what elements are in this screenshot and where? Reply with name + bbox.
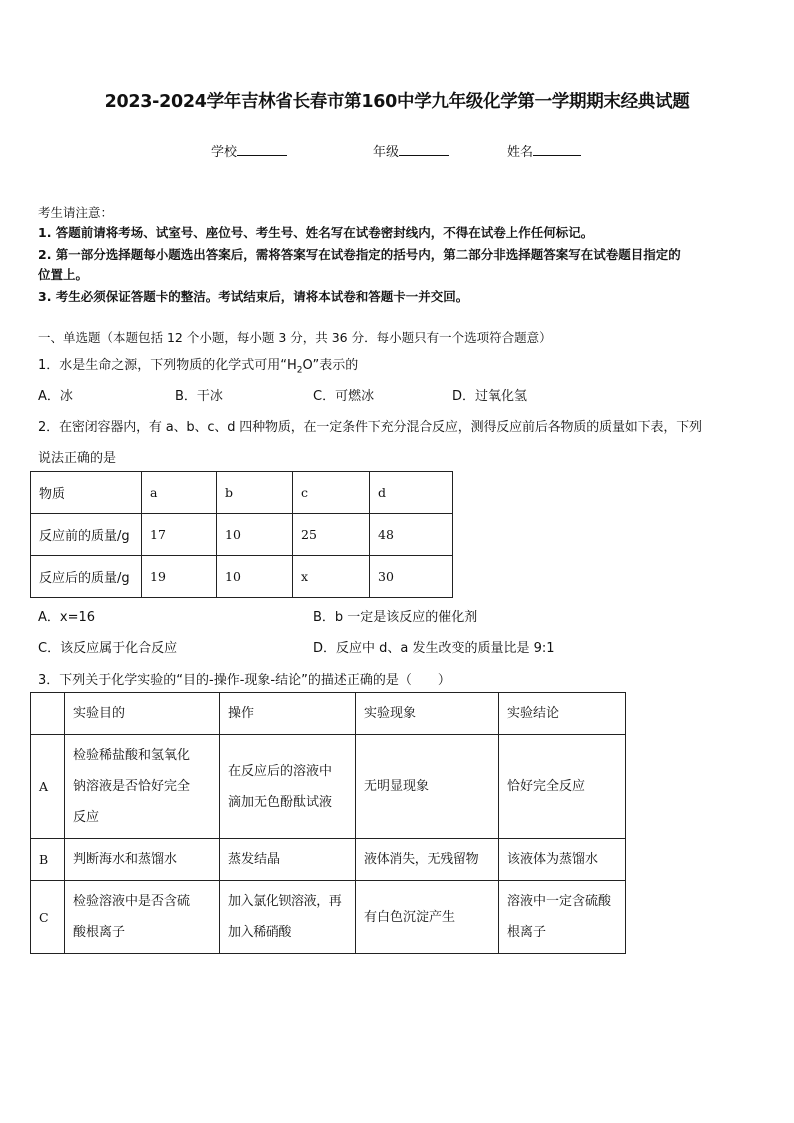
name-label: 姓名 — [507, 145, 534, 160]
q2-mass-table — [30, 471, 453, 598]
operation-cell: 在反应后的溶液中 滴加无色酚酞试液 — [220, 735, 356, 839]
operation-cell: 加入氯化钡溶液，再 加入稀硝酸 — [220, 881, 356, 954]
name-blank[interactable] — [533, 142, 581, 156]
q3-experiment-table — [30, 692, 626, 954]
notice-item: 1. 答题前请将考场、试室号、座位号、考生号、姓名写在试卷密封线内，不得在试卷上作任何标记。 — [38, 225, 594, 240]
table-cell: d — [370, 472, 453, 514]
school-label: 学校 — [211, 145, 238, 160]
q2-stem-line1: 2．在密闭容器内，有 a、b、c、d 四种物质，在一定条件下充分混合反应，测得反应前后各物质的质量如下表，下列 — [38, 420, 702, 435]
purpose-cell: 判断海水和蒸馏水 — [65, 839, 220, 881]
phenomenon-cell: 液体消失，无残留物 — [356, 839, 499, 881]
conclusion-cell: 溶液中一定含硫酸 根离子 — [499, 881, 626, 954]
q2-option-b[interactable]: B．b 一定是该反应的催化剂 — [313, 610, 478, 625]
table-cell: x — [293, 556, 370, 598]
table-header-cell — [31, 693, 65, 735]
school-field — [211, 141, 287, 160]
phenomenon-cell: 无明显现象 — [356, 735, 499, 839]
q1-option-c[interactable]: C．可燃冰 — [313, 389, 375, 404]
table-cell: 19 — [142, 556, 217, 598]
table-cell: 17 — [142, 514, 217, 556]
operation-cell: 蒸发结晶 — [220, 839, 356, 881]
phenomenon-cell: 有白色沉淀产生 — [356, 881, 499, 954]
table-cell: 48 — [370, 514, 453, 556]
conclusion-cell: 该液体为蒸馏水 — [499, 839, 626, 881]
q2-stem-line2: 说法正确的是 — [38, 451, 117, 466]
row-label: C — [31, 881, 65, 954]
q2-option-c[interactable]: C．该反应属于化合反应 — [38, 641, 178, 656]
q1-option-a[interactable]: A．冰 — [38, 389, 73, 404]
table-cell: c — [293, 472, 370, 514]
table-cell: 30 — [370, 556, 453, 598]
table-cell: 物质 — [31, 472, 142, 514]
notice-item: 位置上。 — [38, 267, 89, 282]
purpose-cell: 检验溶液中是否含硫 酸根离子 — [65, 881, 220, 954]
table-row — [31, 472, 453, 514]
notice-item: 2. 第一部分选择题每小题选出答案后，需将答案写在试卷指定的括号内，第二部分非选择题答案写在试卷题目指定的 — [38, 247, 681, 262]
q3-stem: 3．下列关于化学实验的“目的-操作-现象-结论”的描述正确的是（ ） — [38, 673, 451, 688]
purpose-cell: 检验稀盐酸和氢氧化 钠溶液是否恰好完全 反应 — [65, 735, 220, 839]
q2-option-d[interactable]: D．反应中 d、a 发生改变的质量比是 9:1 — [313, 641, 555, 656]
table-cell: 10 — [217, 514, 293, 556]
school-blank[interactable] — [237, 142, 287, 156]
q1-option-d[interactable]: D．过氧化氢 — [452, 389, 528, 404]
table-cell: 25 — [293, 514, 370, 556]
table-row — [31, 881, 626, 954]
table-header-cell: 实验目的 — [65, 693, 220, 735]
conclusion-cell: 恰好完全反应 — [499, 735, 626, 839]
grade-blank[interactable] — [399, 142, 449, 156]
grade-field — [373, 141, 449, 160]
table-cell: 10 — [217, 556, 293, 598]
table-row — [31, 839, 626, 881]
table-row — [31, 556, 453, 598]
grade-label: 年级 — [373, 145, 400, 160]
q2-option-a[interactable]: A．x=16 — [38, 610, 96, 625]
table-row — [31, 693, 626, 735]
row-label: A — [31, 735, 65, 839]
name-field — [507, 141, 581, 160]
q1-stem: 1．水是生命之源，下列物质的化学式可用“$H_2O$”表示的 — [38, 358, 359, 376]
table-row — [31, 735, 626, 839]
q1-option-b[interactable]: B．干冰 — [175, 389, 223, 404]
section-heading: 一、单选题（本题包括 12 个小题，每小题 3 分，共 36 分．每小题只有一个选项符合题意） — [38, 330, 552, 345]
page-title: 2023-2024学年吉林省长春市第160中学九年级化学第一学期期末经典试题 — [104, 92, 690, 112]
table-row — [31, 514, 453, 556]
table-cell: 反应后的质量/g — [31, 556, 142, 598]
table-header-cell: 操作 — [220, 693, 356, 735]
table-cell: 反应前的质量/g — [31, 514, 142, 556]
notice-heading: 考生请注意： — [38, 205, 114, 220]
table-header-cell: 实验现象 — [356, 693, 499, 735]
table-cell: b — [217, 472, 293, 514]
notice-item: 3. 考生必须保证答题卡的整洁。考试结束后，请将本试卷和答题卡一并交回。 — [38, 289, 469, 304]
table-header-cell: 实验结论 — [499, 693, 626, 735]
table-cell: a — [142, 472, 217, 514]
row-label: B — [31, 839, 65, 881]
